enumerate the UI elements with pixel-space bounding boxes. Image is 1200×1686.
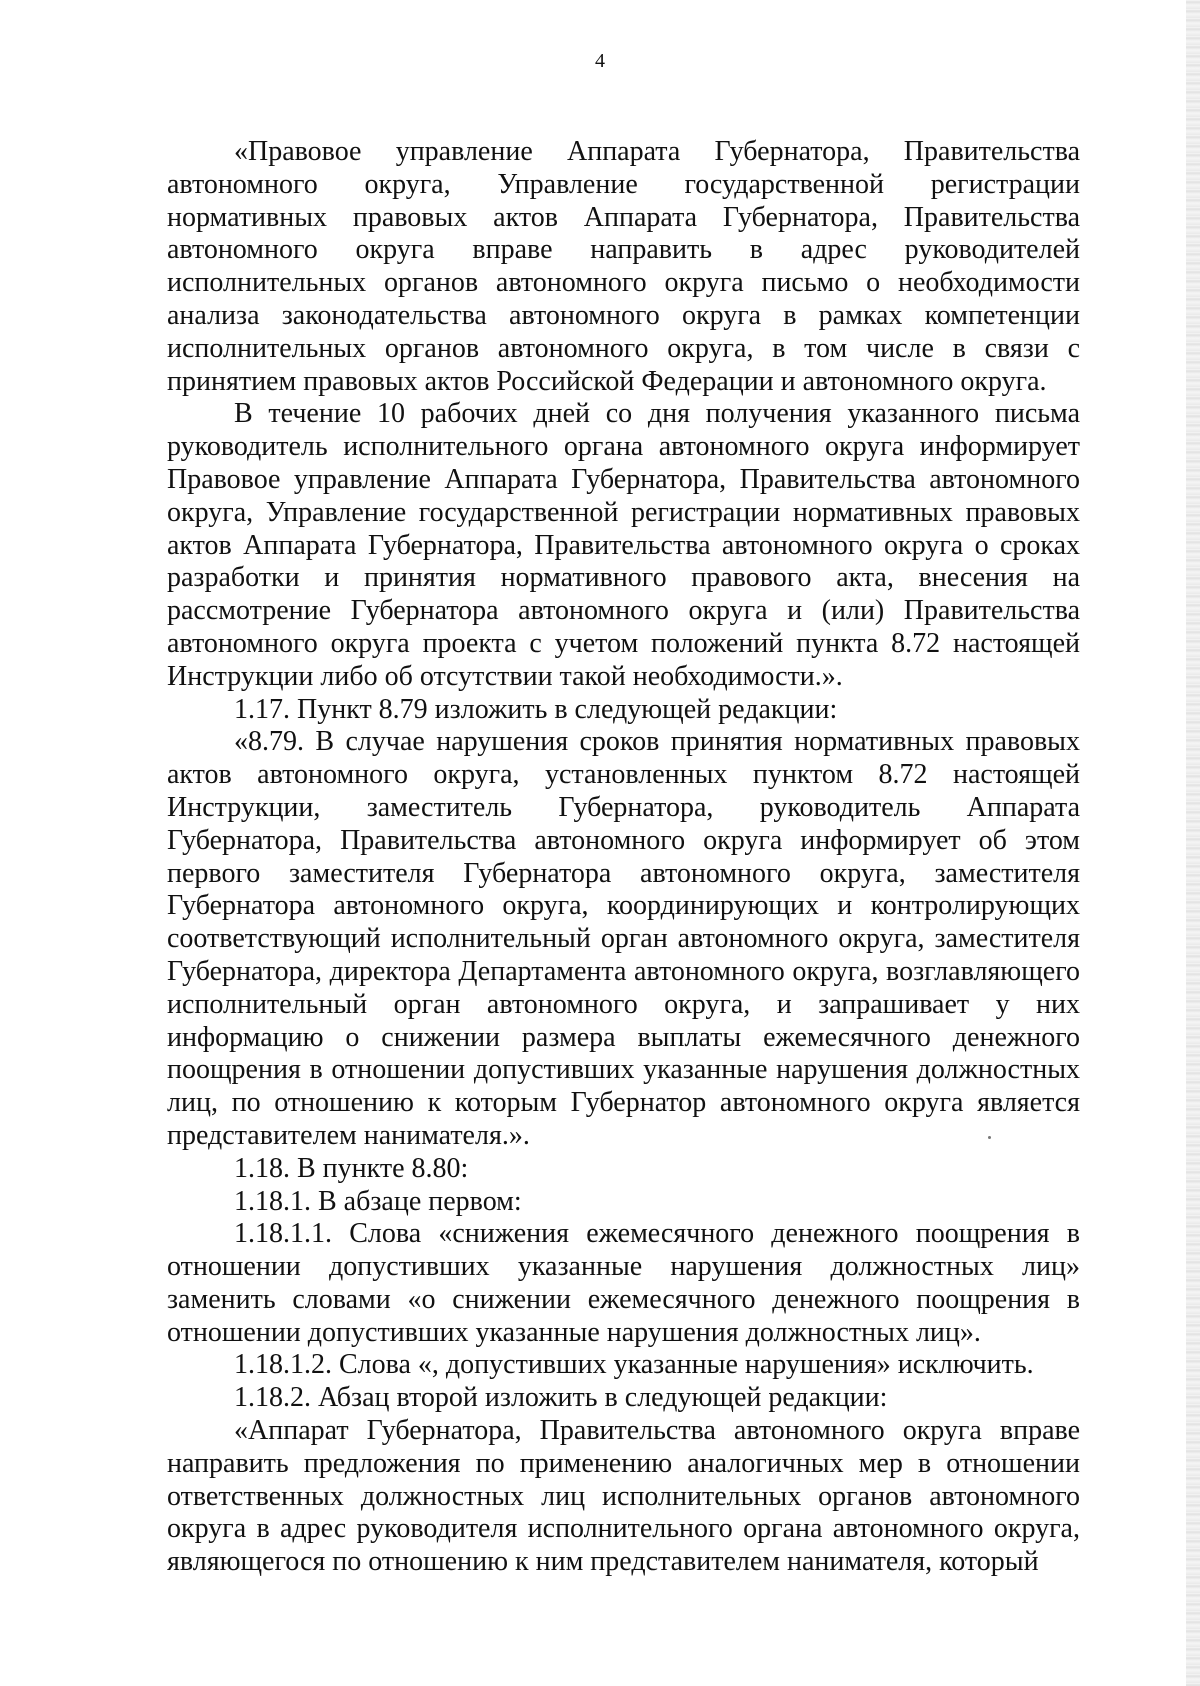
paragraph-legal-office-rights: «Правовое управление Аппарата Губернатора, Правительства автономного округа, Управление государственной регистрации нормативных правовых актов Аппарата Губернатора, Правительства автономного округа вправе направить в адрес руководителей исполнительных органов автономного округа письмо о необходимости анализа законодательства автономного округа в рамках компетенции исполнительных органов автономного округа, в том числе в связи с принятием правовых актов Российской Федерации и автономного округа. xyxy=(167,136,1080,397)
page-number: 4 xyxy=(595,50,605,72)
scan-edge-artifact xyxy=(1186,0,1200,1686)
paragraph-item-1-18-2: 1.18.2. Абзац второй изложить в следующей редакции: xyxy=(234,1382,888,1414)
scan-speck xyxy=(988,1136,991,1139)
document-body xyxy=(167,136,1080,1579)
paragraph-item-1-18-1-2: 1.18.1.2. Слова «, допустивших указанные нарушения» исключить. xyxy=(234,1349,1034,1381)
paragraph-item-1-18: 1.18. В пункте 8.80: xyxy=(234,1152,469,1184)
paragraph-item-1-17: 1.17. Пункт 8.79 изложить в следующей редакции: xyxy=(234,693,838,725)
paragraph-ten-day-response: В течение 10 рабочих дней со дня получения указанного письма руководитель исполнительного органа автономного округа информирует Правовое управление Аппарата Губернатора, Правительства автономного округа, Управление государственной регистрации нормативных правовых актов Аппарата Губернатора, Правительства автономного округа о сроках разработки и принятия нормативного правового акта, внесения на рассмотрение Губернатора автономного округа и (или) Правительства автономного округа проекта с учетом положений пункта 8.72 настоящей Инструкции либо об отсутствии такой необходимости.». xyxy=(167,398,1080,692)
paragraph-item-1-18-1: 1.18.1. В абзаце первом: xyxy=(234,1185,522,1217)
paragraph-item-1-18-1-1: 1.18.1.1. Слова «снижения ежемесячного денежного поощрения в отношении допустивших указанные нарушения должностных лиц» заменить словами «о снижении ежемесячного денежного поощрения в отношении допустивших указанные нарушения должностных лиц». xyxy=(167,1218,1080,1348)
paragraph-item-8-79: «8.79. В случае нарушения сроков принятия нормативных правовых актов автономного округа, установленных пунктом 8.72 настоящей Инструкции, заместитель Губернатора, руководитель Аппарата Губернатора, Правительства автономного округа информирует об этом первого заместителя Губернатора автономного округа, заместителя Губернатора автономного округа, координирующих и контролирующих соответствующий исполнительный орган автономного округа, заместителя Губернатора, директора Департамента автономного округа, возглавляющего исполнительный орган автономного округа, и запрашивает у них информацию о снижении размера выплаты ежемесячного денежного поощрения в отношении допустивших указанные нарушения должностных лиц, по отношению к которым Губернатор автономного округа является представителем нанимателя.». xyxy=(167,726,1080,1151)
paragraph-apparatus-proposals: «Аппарат Губернатора, Правительства автономного округа вправе направить предложения по применению аналогичных мер в отношении ответственных должностных лиц исполнительных органов автономного округа в адрес руководителя исполнительного органа автономного округа, являющегося по отношению к ним представителем нанимателя, который xyxy=(167,1415,1080,1578)
